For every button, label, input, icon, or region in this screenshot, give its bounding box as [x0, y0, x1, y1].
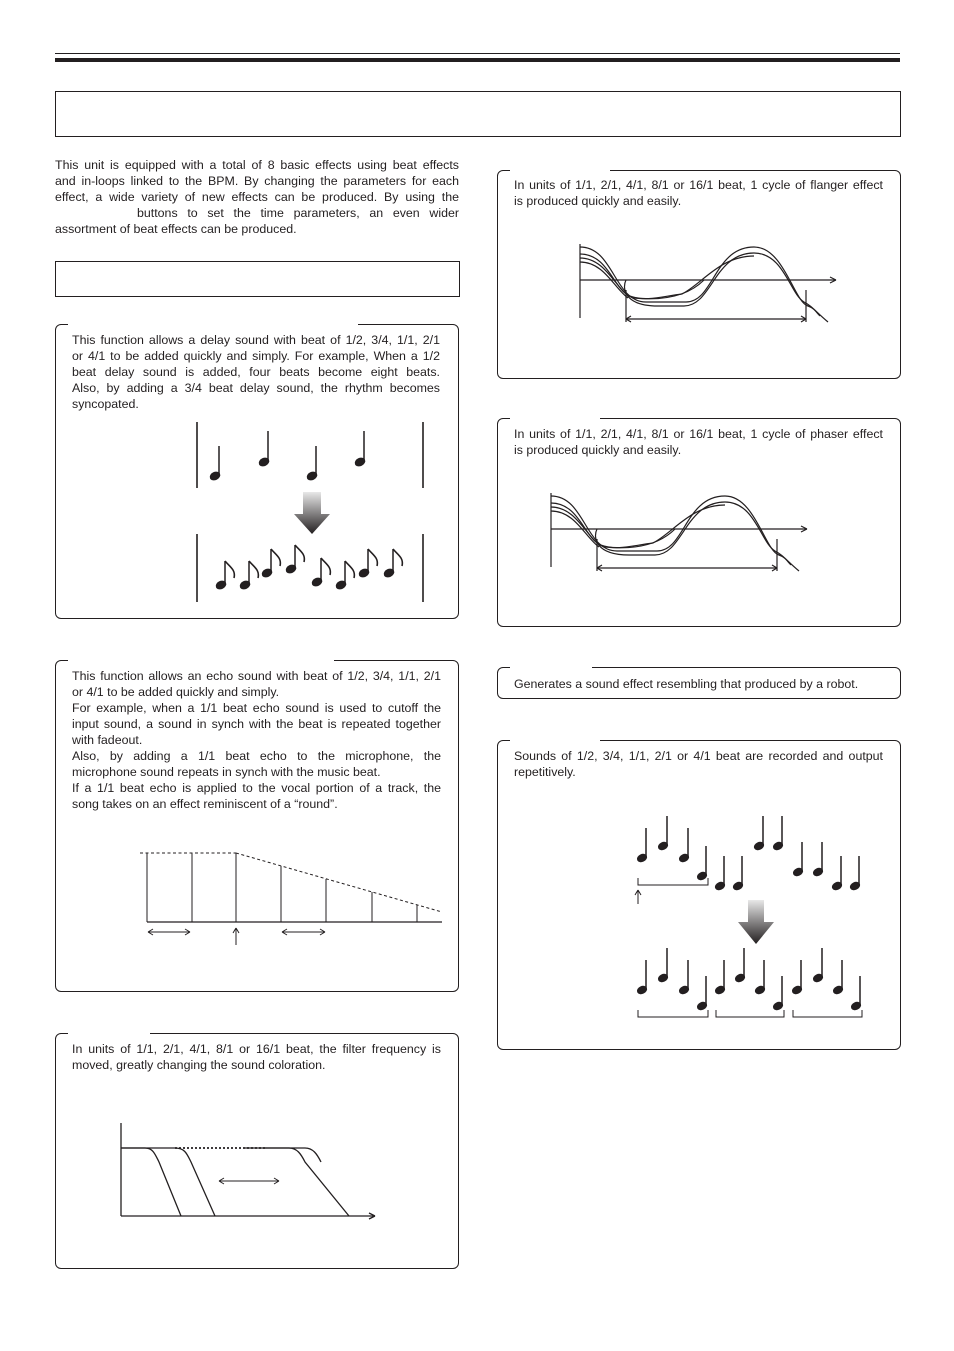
- down-arrow-icon: [738, 900, 774, 944]
- echo-line: with fadeout.: [72, 733, 143, 747]
- section-title-box: [55, 91, 901, 137]
- filter-paragraph: [72, 1041, 441, 1073]
- delay-line: syncopated.: [72, 397, 139, 411]
- phaser-line: In units of 1/1, 2/1, 4/1, 8/1 or 16/1 beat, 1 cycle of phaser effect: [514, 427, 883, 441]
- phaser-paragraph: [514, 426, 883, 458]
- flanger-diagram: [574, 240, 844, 330]
- phaser-diagram: [545, 489, 815, 579]
- loop-panel-tab: [510, 736, 600, 742]
- echo-line: If a 1/1 beat echo is applied to the vocal portion of a track, the: [72, 781, 441, 795]
- intro-line: and in-loops linked to the BPM. By changing the parameters for each: [55, 174, 459, 188]
- filter-panel-tab: [68, 1029, 150, 1035]
- phaser-line: is produced quickly and easily.: [514, 443, 682, 457]
- filter-diagram: [115, 1120, 385, 1225]
- robot-panel-tab: [510, 663, 592, 669]
- intro-line: buttons to set the time parameters, an even wider: [137, 206, 459, 220]
- echo-line: song takes on an effect reminiscent of a “round”.: [72, 797, 338, 811]
- delay-panel-tab: [68, 320, 358, 326]
- delay-line: Also, by adding a 3/4 beat delay sound, the rhythm becomes: [72, 381, 440, 395]
- loop-diagram: [630, 812, 870, 1022]
- quarter-note-icon: [306, 446, 318, 481]
- quarter-note-icon: [209, 446, 221, 481]
- delay-diagram: [190, 418, 430, 608]
- echo-paragraph: [72, 668, 441, 812]
- down-arrow-icon: [294, 492, 330, 534]
- loop-line: repetitively.: [514, 765, 576, 779]
- flanger-paragraph: [514, 177, 883, 209]
- intro-paragraph: [55, 157, 459, 237]
- delay-line: beat delay sound is added, four beats become eight beats.: [72, 365, 440, 379]
- echo-line: microphone sound repeats in synch with the music beat.: [72, 765, 381, 779]
- subheading-box: [55, 261, 460, 297]
- quarter-note-icon: [354, 431, 366, 467]
- echo-line: input sound, a sound in synch with the beat is repeated together: [72, 717, 441, 731]
- quarter-note-icon: [258, 431, 270, 467]
- flanger-line: is produced quickly and easily.: [514, 194, 682, 208]
- echo-line: or 4/1 to be added quickly and simply.: [72, 685, 280, 699]
- intro-line: This unit is equipped with a total of 8 basic effects using beat effects: [55, 158, 459, 172]
- robot-text: Generates a sound effect resembling that produced by a robot.: [514, 677, 859, 691]
- intro-line: effect, a wide variety of new effects can be produced. By using the: [55, 190, 459, 204]
- eighth-note-icon: [215, 561, 234, 590]
- filter-line: In units of 1/1, 2/1, 4/1, 8/1 or 16/1 beat, the filter frequency is: [72, 1042, 441, 1056]
- delay-paragraph: [72, 332, 440, 412]
- header-rule-thin: [55, 53, 900, 54]
- delay-line: or 4/1 to be added quickly and simply. For example, When a 1/2: [72, 349, 440, 363]
- echo-line: This function allows an echo sound with beat of 1/2, 3/4, 1/1, 2/1: [72, 669, 441, 683]
- header-rule-thick: [55, 58, 900, 62]
- echo-line: For example, when a 1/1 beat echo sound is used to cutoff the: [72, 701, 441, 715]
- phaser-panel-tab: [510, 414, 600, 420]
- echo-line: Also, by adding a 1/1 beat echo to the microphone, the: [72, 749, 441, 763]
- flanger-panel-tab: [510, 166, 610, 172]
- delay-line: This function allows a delay sound with beat of 1/2, 3/4, 1/1, 2/1: [72, 333, 440, 347]
- loop-line: Sounds of 1/2, 3/4, 1/1, 2/1 or 4/1 beat are recorded and output: [514, 749, 883, 763]
- echo-panel-tab: [68, 656, 334, 662]
- echo-diagram: [140, 848, 450, 948]
- loop-paragraph: [514, 748, 883, 780]
- filter-line: moved, greatly changing the sound coloration.: [72, 1058, 326, 1072]
- intro-line: assortment of beat effects can be produced.: [55, 222, 297, 236]
- flanger-line: In units of 1/1, 2/1, 4/1, 8/1 or 16/1 beat, 1 cycle of flanger effect: [514, 178, 883, 192]
